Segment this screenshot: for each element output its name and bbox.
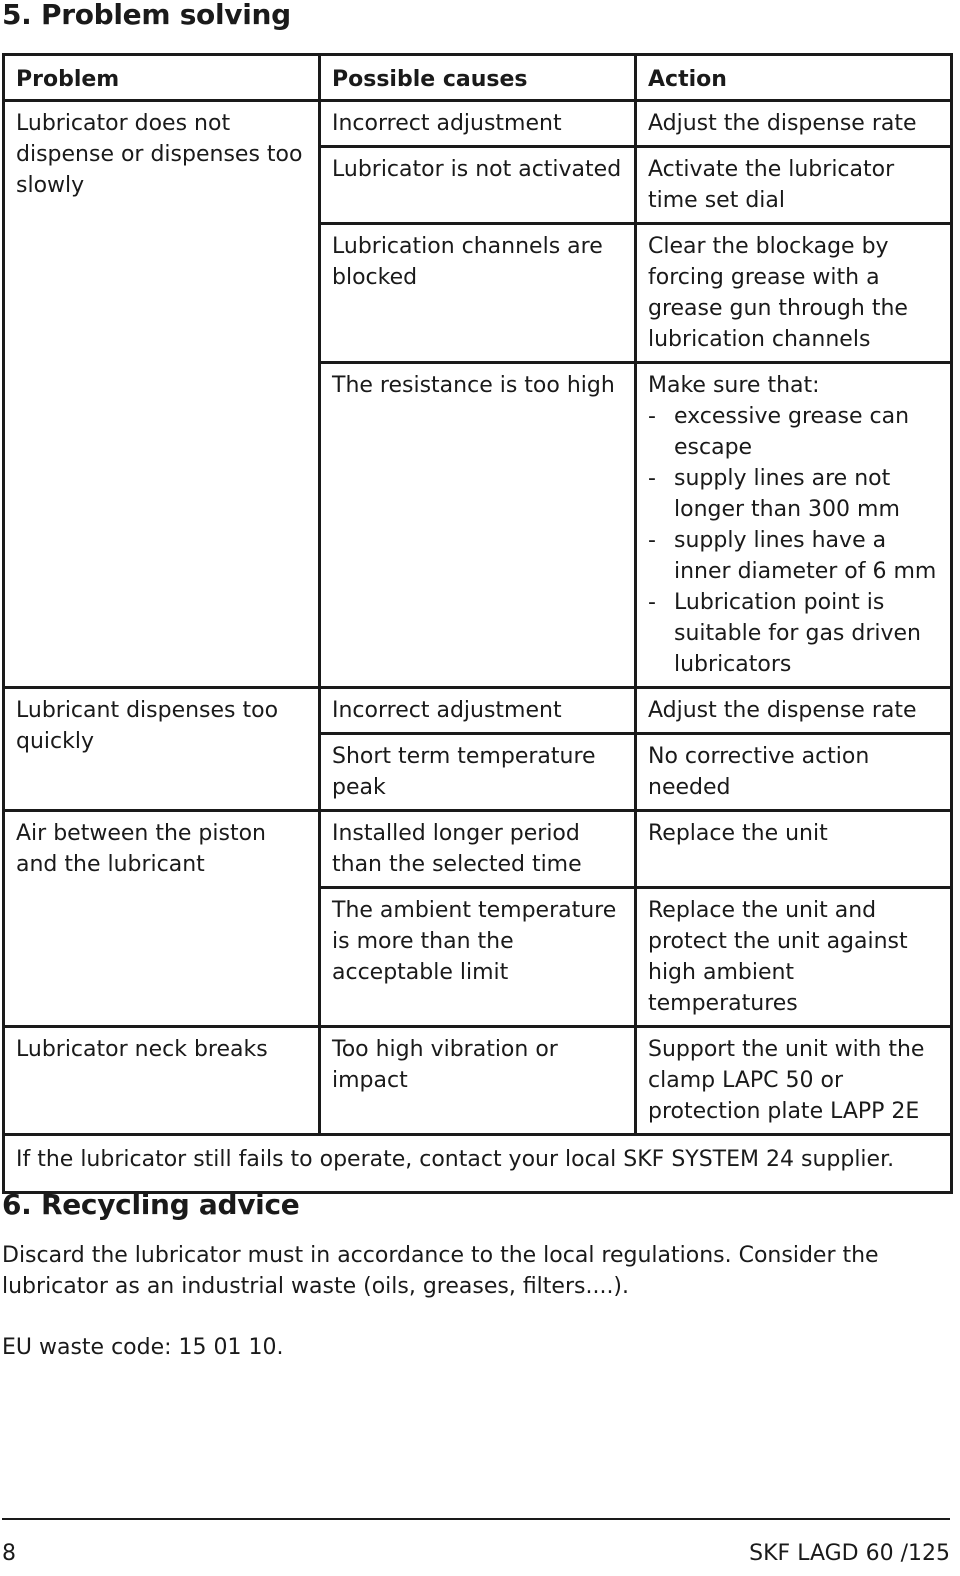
cause-cell: Installed longer period than the selected time	[320, 811, 636, 888]
action-cell: Replace the unit and protect the unit against high ambient temperatures	[636, 888, 952, 1027]
action-cell	[636, 363, 952, 688]
table-row	[4, 1027, 952, 1135]
header-problem: Problem	[4, 55, 320, 101]
cause-cell: Lubricator is not activated	[320, 147, 636, 224]
action-cell: Replace the unit	[636, 811, 952, 888]
table-row	[4, 101, 952, 147]
header-action: Action	[636, 55, 952, 101]
table-header-row	[4, 55, 952, 101]
problem-cell: Lubricator neck breaks	[4, 1027, 320, 1135]
problem-cell: Air between the piston and the lubricant	[4, 811, 320, 1027]
action-bullet: - Lubrication point is suitable for gas driven lubricators	[648, 587, 940, 680]
table-row	[4, 811, 952, 888]
footer-divider	[2, 1518, 950, 1520]
section-title-recycling-advice: 6. Recycling advice	[2, 1188, 300, 1221]
page-number: 8	[2, 1541, 16, 1566]
cause-cell: Too high vibration or impact	[320, 1027, 636, 1135]
action-bullet: - excessive grease can escape	[648, 401, 940, 463]
action-cell: Activate the lubricator time set dial	[636, 147, 952, 224]
action-bullet: - supply lines have a inner diameter of 6 mm	[648, 525, 940, 587]
table-footer-note: If the lubricator still fails to operate, contact your local SKF SYSTEM 24 supplier.	[4, 1135, 952, 1193]
table-footer-row	[4, 1135, 952, 1193]
action-cell: No corrective action needed	[636, 734, 952, 811]
section-title-problem-solving: 5. Problem solving	[2, 0, 291, 31]
action-bullet-list	[648, 401, 940, 680]
cause-cell: The ambient temperature is more than the acceptable limit	[320, 888, 636, 1027]
cause-cell: Lubrication channels are blocked	[320, 224, 636, 363]
problem-cell: Lubricator does not dispense or dispenses too slowly	[4, 101, 320, 688]
table-row	[4, 688, 952, 734]
action-cell: Clear the blockage by forcing grease with a grease gun through the lubrication channels	[636, 224, 952, 363]
problem-cell: Lubricant dispenses too quickly	[4, 688, 320, 811]
problem-solving-table	[2, 53, 953, 1194]
recycling-text: Discard the lubricator must in accordance to the local regulations. Consider the lubricator as an industrial waste (oils, greases, filters....).	[2, 1243, 879, 1299]
action-bullet: - supply lines are not longer than 300 mm	[648, 463, 940, 525]
cause-cell: Incorrect adjustment	[320, 101, 636, 147]
cause-cell: The resistance is too high	[320, 363, 636, 688]
action-intro: Make sure that:	[648, 373, 820, 398]
header-possible-causes: Possible causes	[320, 55, 636, 101]
cause-cell: Short term temperature peak	[320, 734, 636, 811]
product-reference: SKF LAGD 60 /125	[749, 1541, 950, 1566]
cause-cell: Incorrect adjustment	[320, 688, 636, 734]
waste-code: EU waste code: 15 01 10.	[2, 1335, 284, 1360]
action-cell: Support the unit with the clamp LAPC 50 or protection plate LAPP 2E	[636, 1027, 952, 1135]
action-cell: Adjust the dispense rate	[636, 101, 952, 147]
action-cell: Adjust the dispense rate	[636, 688, 952, 734]
